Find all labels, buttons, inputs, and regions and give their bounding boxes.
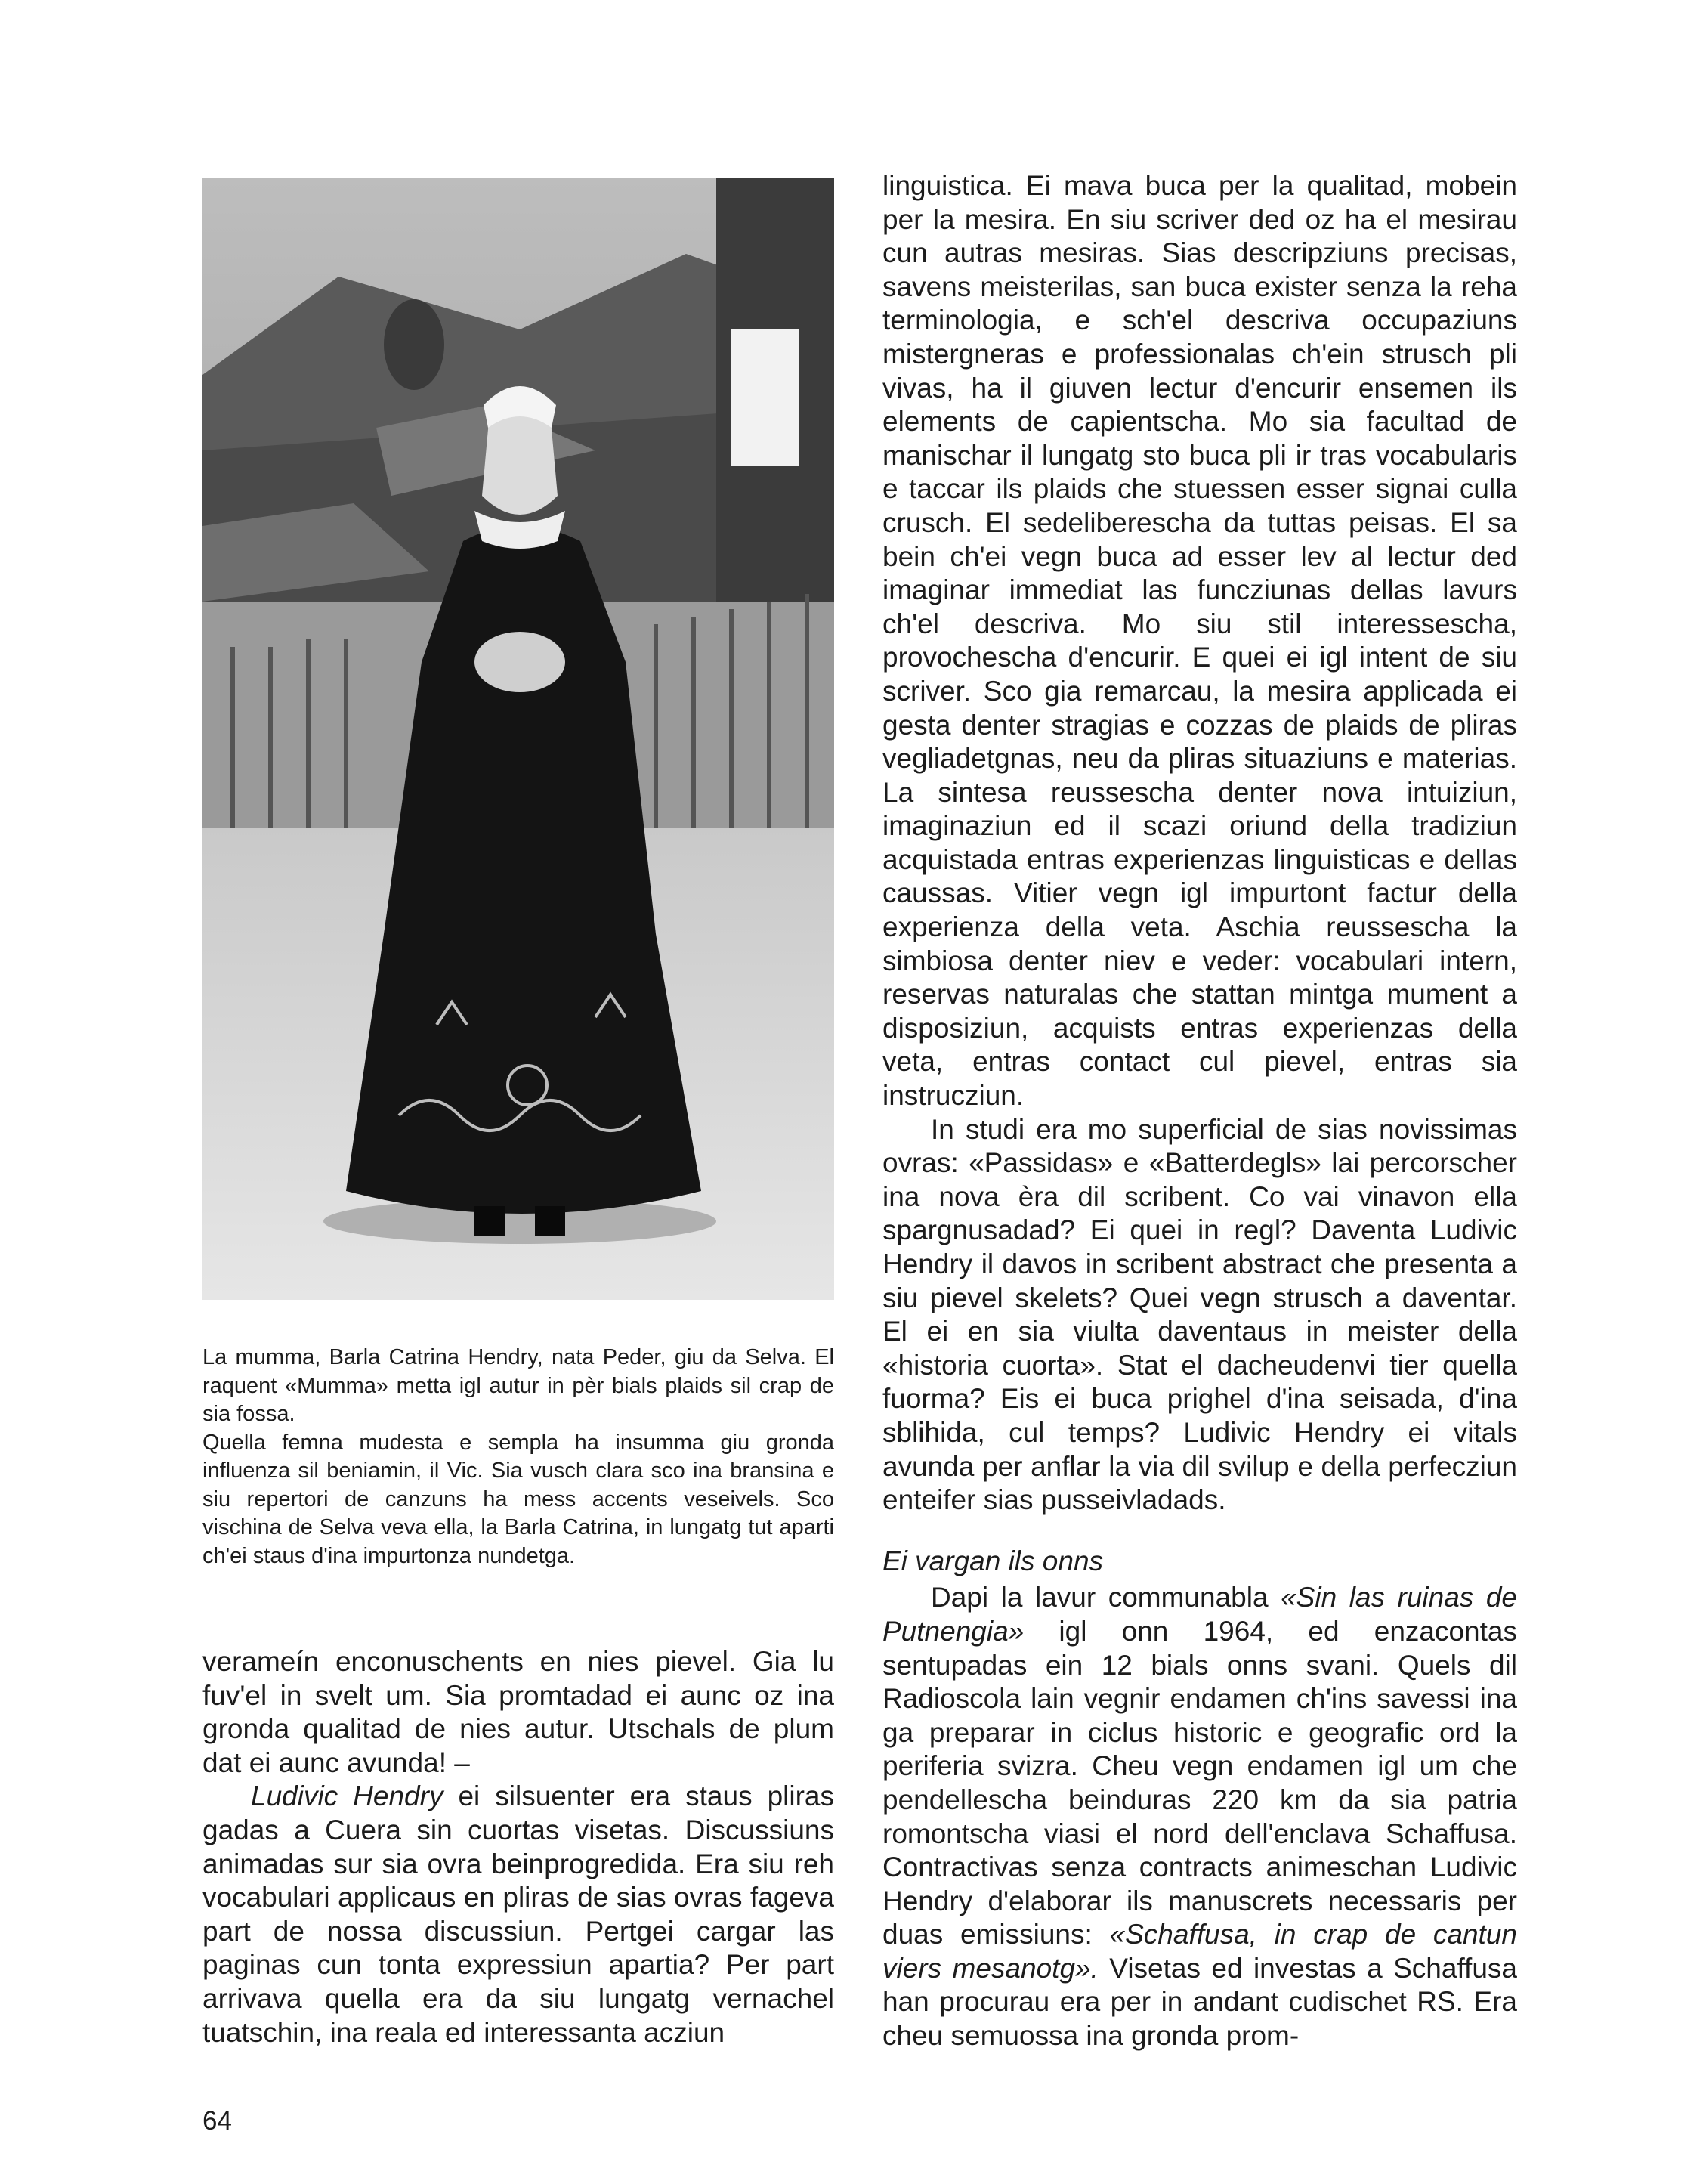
section-heading: Ei vargan ils onns [882,1545,1104,1576]
woman-portrait-photo-icon [202,178,834,1300]
body-text: ei silsuenter era staus pliras gadas a Cuera sin cuortas visetas. Discussiuns animadas sur sia ovra beinprogredida. Era siu reh vocabulari applicaus en pliras de sias ovras fageva part de nossa discussiun. Pertgei cargar las paginas cun tonta expressiun apartia? Per part arrivava quella era da siu lungatg vernachel tuatschin, ina reala ed interessanta acziun [202,1780,834,2048]
body-paragraph [202,1780,834,2049]
work-title: «Schaffusa, in crap de cantun viers mesanotg». [882,1919,1517,1984]
body-text: Dapi la lavur communabla [931,1582,1281,1613]
body-paragraph: verameín enconuschents en nies pievel. Gia lu fuv'el in svelt um. Sia promtadad ei aunc oz ina gronda qualitad de nies autur. Utschals de plum dat ei aunc avunda! – [202,1646,834,1778]
photo-portrait [202,178,834,1300]
body-paragraph: linguistica. Ei mava buca per la qualitad, mobein per la mesira. En siu scriver ded oz ha el mesirau cun autras mesiras. Sias descripziuns precisas, savens meisterilas, san buca exister senza la reha terminologia, e sch'el descriva occupaziuns mistergneras e professionalas ch'ein strusch pli vivas, ha il giuven lectur d'encurir ensemen ils elements de capientscha. Mo sia facultad de manischar il lungatg sto buca pli ir tras vocabularis e taccar ils plaids che stuessen esser signai culla crusch. El sedeliberescha da tuttas peisas. El sa bein ch'ei vegn buca ad esser lev al lectur ded imaginar immediat las funcziunas dellas lavurs ch'el descriva. Mo siu stil interessescha, provochescha d'encurir. E quei ei igl intent de siu scriver. Sco gia remarcau, la mesira applicada ei gesta denter stragias e cozzas de plaids de pliras vegliadetgnas, neu da pliras situaziuns e materias. La sintesa reussescha denter nova intuiziun, imaginaziun ed il scazi oriund della tradiziun acquistada entras experienzas linguisticas e dellas caussas. Vitier vegn igl impurtont factur della experienza della veta. Aschia reussescha la simbiosa denter niev e veder: vocabulari intern, reservas naturalas che stattan mintga mument a disposiziun, acquists entras experienzas della veta, entras contact cul pievel, entras sia instrucziun. [882,170,1517,1112]
body-paragraph [882,1581,1517,2053]
caption-paragraph: Quella femna mudesta e sempla ha insumma giu gronda influenza sil beniamin, il Vic. Sia vusch clara sco ina bransina e siu repertori de canzuns ha mess accents veseivels. Sco vischina de Selva veva ella, la Barla Catrina, in lungatg tut aparti ch'ei staus d'ina impurtonza nundetga. [202,1430,834,1568]
caption-paragraph: La mumma, Barla Catrina Hendry, nata Peder, giu da Selva. El raquent «Mumma» metta igl autur in pèr bials plaids sil crap de sia fossa. [202,1345,834,1426]
page-number: 64 [202,2106,232,2136]
body-text: Visetas ed investas a Schaffusa han procurau era per in andant cudischet RS. Era cheu semuossa ina gronda prom- [882,1952,1517,2052]
body-text: igl onn 1964, ed enzacontas sentupadas ein 12 bials onns svani. Quels dil Radioscola lain vegnir endamen ch'ins savessi ina ga preparar in ciclus historic e geografic ord la periferia svizra. Cheu vegn endamen igl um che pendellescha beinduras 220 km da sia patria romontscha viasi el nord dell'enclava Schaffusa. Contractivas senza contracts animeschan Ludivic Hendry d'elaborar ils manuscrets necessaris per duas emissiuns: [882,1615,1517,1950]
author-name: Ludivic Hendry [251,1780,443,1812]
photo-caption [202,1344,834,1570]
work-title: «Sin las ruinas de Putnengia» [882,1582,1517,1647]
left-column [202,1645,834,2049]
right-column [882,169,1517,2053]
body-paragraph: In studi era mo superficial de sias novissimas ovras: «Passidas» e «Batterdegls» lai percorscher ina nova èra dil scribent. Co vai vinavon ella spargnusadad? Ei quei in regl? Daventa Ludivic Hendry il davos in scribent abstract che presenta a siu pievel skelets? Quei vegn strusch a daventar. El ei en sia viulta daventaus in meister della «historia cuorta». Stat el dacheudenvi tier quella fuorma? Eis ei buca prighel d'ina seisada, d'ina sblihida, cul temps? Ludivic Hendry ei vitals avunda per anflar la via dil svilup e della perfecziun enteifer sias pusseivladads. [882,1113,1517,1516]
